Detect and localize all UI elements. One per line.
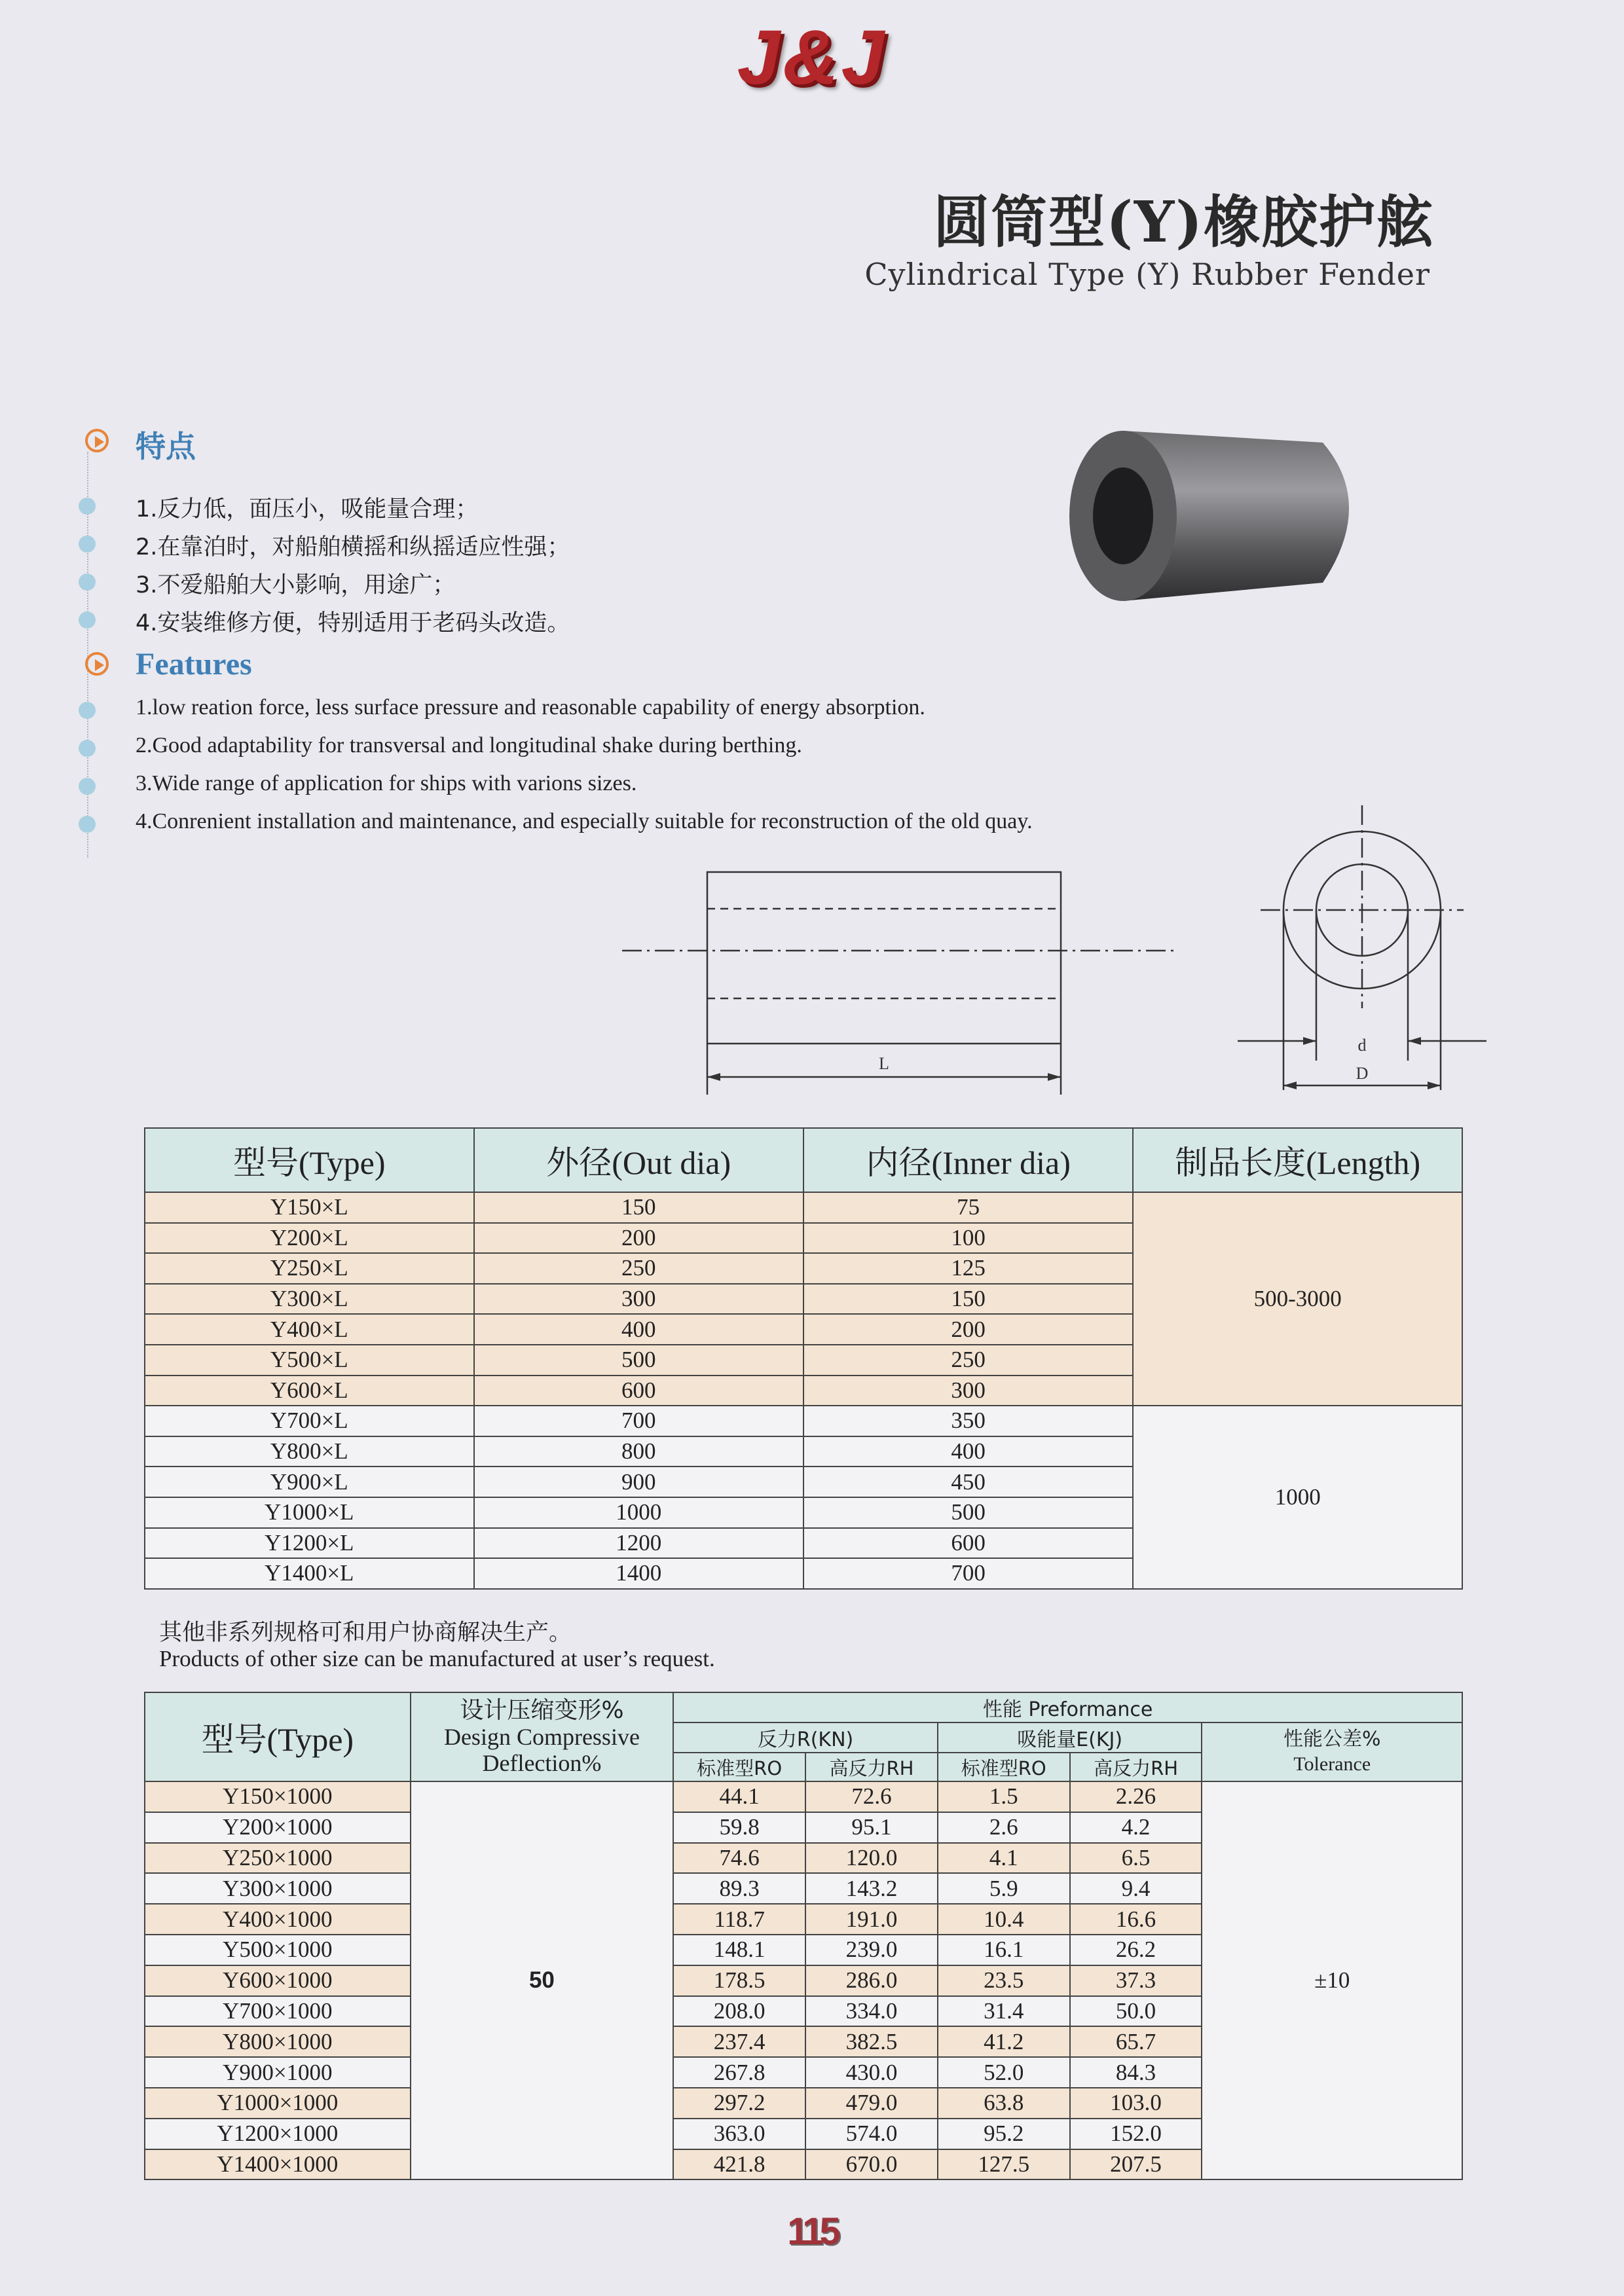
cell-reaction-rh: 72.6 (805, 1781, 938, 1812)
header-length: 制品长度(Length) (1133, 1128, 1462, 1192)
cell-reaction-rh: 95.1 (805, 1812, 938, 1843)
cell-type: Y800×L (145, 1436, 474, 1467)
label-L: L (879, 1054, 889, 1073)
header-reaction-ro: 标准型RO (673, 1753, 805, 1781)
cell-out-dia: 600 (474, 1376, 803, 1406)
cell-energy-rh: 65.7 (1070, 2026, 1202, 2057)
cell-inner-dia: 700 (803, 1558, 1133, 1589)
cell-reaction-rh: 430.0 (805, 2057, 938, 2088)
header-out-dia: 外径(Out dia) (474, 1128, 803, 1192)
cell-reaction-ro: 208.0 (673, 1996, 805, 2027)
cell-type: Y500×1000 (145, 1935, 411, 1965)
cell-out-dia: 1000 (474, 1497, 803, 1528)
cell-type: Y250×1000 (145, 1843, 411, 1874)
cell-out-dia: 150 (474, 1192, 803, 1223)
cell-inner-dia: 400 (803, 1436, 1133, 1467)
cell-energy-ro: 1.5 (938, 1781, 1070, 1812)
cell-type: Y1200×1000 (145, 2119, 411, 2149)
cell-type: Y900×1000 (145, 2057, 411, 2088)
cell-type: Y250×L (145, 1253, 474, 1284)
header-inner-dia: 内径(Inner dia) (803, 1128, 1133, 1192)
cell-reaction-ro: 59.8 (673, 1812, 805, 1843)
cell-reaction-rh: 479.0 (805, 2088, 938, 2119)
feature-en-item: 4.Conrenient installation and maintenance, and especially suitable for reconstruction of the old quay. (136, 809, 1033, 833)
cell-out-dia: 200 (474, 1223, 803, 1254)
cell-type: Y1000×L (145, 1497, 474, 1528)
cell-type: Y200×L (145, 1223, 474, 1254)
table-row (145, 1406, 1462, 1436)
cell-type: Y300×L (145, 1284, 474, 1315)
table-row (145, 1192, 1462, 1223)
feature-en-item: 3.Wide range of application for ships with varions sizes. (136, 771, 637, 795)
page-number: 115 (787, 2210, 837, 2253)
cell-reaction-rh: 334.0 (805, 1996, 938, 2027)
cell-out-dia: 250 (474, 1253, 803, 1284)
feature-en-item: 1.low reation force, less surface pressure and reasonable capability of energy absorption. (136, 695, 925, 720)
arrow-icon (85, 429, 109, 452)
cell-energy-ro: 16.1 (938, 1935, 1070, 1965)
cell-reaction-rh: 670.0 (805, 2149, 938, 2180)
cell-inner-dia: 75 (803, 1192, 1133, 1223)
cell-type: Y600×1000 (145, 1965, 411, 1996)
cell-inner-dia: 125 (803, 1253, 1133, 1284)
header-tolerance-cn: 性能公差% (1283, 1728, 1381, 1751)
cell-energy-ro: 52.0 (938, 2057, 1070, 2088)
header-reaction: 反力R(KN) (673, 1722, 938, 1753)
bullet-icon (79, 778, 96, 795)
cell-energy-rh: 103.0 (1070, 2088, 1202, 2119)
cell-out-dia: 1200 (474, 1528, 803, 1559)
bullet-icon (79, 536, 96, 553)
cell-deflection: 50 (411, 1781, 674, 2179)
cell-energy-ro: 63.8 (938, 2088, 1070, 2119)
feature-cn-item: 3.不爱船舶大小影响，用途广； (136, 572, 456, 598)
cell-energy-rh: 26.2 (1070, 1935, 1202, 1965)
cell-reaction-ro: 237.4 (673, 2026, 805, 2057)
cell-energy-rh: 84.3 (1070, 2057, 1202, 2088)
feature-en-item: 2.Good adaptability for transversal and longitudinal shake during berthing. (136, 733, 802, 757)
header-energy: 吸能量E(KJ) (938, 1722, 1202, 1753)
cell-inner-dia: 250 (803, 1345, 1133, 1376)
cell-type: Y150×L (145, 1192, 474, 1223)
cell-energy-ro: 41.2 (938, 2026, 1070, 2057)
cell-reaction-ro: 363.0 (673, 2119, 805, 2149)
header-deflection-en2: Deflection% (482, 1750, 602, 1776)
cell-energy-rh: 37.3 (1070, 1965, 1202, 1996)
bullet-icon (79, 816, 96, 833)
header-type: 型号(Type) (145, 1692, 411, 1781)
cell-type: Y700×1000 (145, 1996, 411, 2027)
cell-type: Y600×L (145, 1376, 474, 1406)
cell-out-dia: 1400 (474, 1558, 803, 1589)
header-performance: 性能 Preformance (673, 1692, 1462, 1722)
cell-energy-rh: 50.0 (1070, 1996, 1202, 2027)
cell-reaction-ro: 89.3 (673, 1873, 805, 1904)
product-photo (1061, 419, 1375, 615)
table-row (145, 1781, 1462, 1812)
cell-reaction-ro: 74.6 (673, 1843, 805, 1874)
bullet-icon (79, 611, 96, 629)
arrow-icon (85, 652, 109, 676)
cell-out-dia: 300 (474, 1284, 803, 1315)
dimension-drawing (616, 799, 1493, 1113)
cell-reaction-rh: 191.0 (805, 1904, 938, 1935)
feature-cn-item: 4.安装维修方便，特别适用于老码头改造。 (136, 610, 570, 636)
cell-reaction-ro: 178.5 (673, 1965, 805, 1996)
cell-inner-dia: 200 (803, 1314, 1133, 1345)
cell-inner-dia: 350 (803, 1406, 1133, 1436)
header-deflection-cn: 设计压缩变形% (460, 1697, 624, 1724)
cell-reaction-rh: 143.2 (805, 1873, 938, 1904)
cell-energy-ro: 2.6 (938, 1812, 1070, 1843)
bullet-icon (79, 740, 96, 757)
label-D: D (1356, 1064, 1369, 1083)
cell-energy-rh: 4.2 (1070, 1812, 1202, 1843)
cell-length-group: 1000 (1133, 1406, 1462, 1589)
brand-logo: J&J (737, 14, 887, 101)
cell-out-dia: 800 (474, 1436, 803, 1467)
note-cn: 其他非系列规格可和用户协商解决生产。 (159, 1620, 572, 1646)
cell-tolerance: ±10 (1202, 1781, 1462, 2179)
cell-out-dia: 400 (474, 1314, 803, 1345)
cell-reaction-rh: 120.0 (805, 1843, 938, 1874)
header-deflection (411, 1692, 674, 1781)
header-reaction-rh: 高反力RH (805, 1753, 938, 1781)
header-deflection-en1: Design Compressive (443, 1724, 640, 1750)
bullet-icon (79, 702, 96, 719)
header-type: 型号(Type) (145, 1128, 474, 1192)
label-d: d (1357, 1036, 1367, 1055)
cell-reaction-ro: 297.2 (673, 2088, 805, 2119)
cell-inner-dia: 500 (803, 1497, 1133, 1528)
cell-length-group: 500-3000 (1133, 1192, 1462, 1406)
cell-inner-dia: 100 (803, 1223, 1133, 1254)
cell-energy-rh: 152.0 (1070, 2119, 1202, 2149)
feature-cn-item: 1.反力低，面压小，吸能量合理； (136, 496, 479, 522)
cell-type: Y200×1000 (145, 1812, 411, 1843)
page-title-cn: 圆筒型(Y)橡胶护舷 (933, 189, 1434, 255)
cell-type: Y900×L (145, 1467, 474, 1497)
cell-energy-ro: 127.5 (938, 2149, 1070, 2180)
cell-energy-ro: 95.2 (938, 2119, 1070, 2149)
cell-energy-ro: 4.1 (938, 1843, 1070, 1874)
cell-inner-dia: 600 (803, 1528, 1133, 1559)
bullet-icon (79, 574, 96, 591)
cell-reaction-ro: 44.1 (673, 1781, 805, 1812)
header-energy-rh: 高反力RH (1070, 1753, 1202, 1781)
cell-reaction-ro: 421.8 (673, 2149, 805, 2180)
cell-reaction-rh: 382.5 (805, 2026, 938, 2057)
cell-type: Y1400×1000 (145, 2149, 411, 2180)
performance-table (144, 1692, 1463, 2180)
cell-reaction-rh: 574.0 (805, 2119, 938, 2149)
note-en: Products of other size can be manufactured at user’s request. (159, 1646, 715, 1671)
cell-energy-ro: 5.9 (938, 1873, 1070, 1904)
cell-energy-rh: 16.6 (1070, 1904, 1202, 1935)
header-tolerance-en: Tolerance (1293, 1753, 1371, 1775)
cell-out-dia: 700 (474, 1406, 803, 1436)
cell-type: Y700×L (145, 1406, 474, 1436)
cell-type: Y150×1000 (145, 1781, 411, 1812)
cell-type: Y400×L (145, 1314, 474, 1345)
cell-type: Y500×L (145, 1345, 474, 1376)
cell-type: Y1000×1000 (145, 2088, 411, 2119)
features-en-heading: Features (136, 647, 252, 682)
bullet-icon (79, 498, 96, 515)
cell-energy-rh: 207.5 (1070, 2149, 1202, 2180)
cell-energy-ro: 23.5 (938, 1965, 1070, 1996)
cell-out-dia: 900 (474, 1467, 803, 1497)
cell-energy-rh: 9.4 (1070, 1873, 1202, 1904)
feature-cn-item: 2.在靠泊时，对船舶横摇和纵摇适应性强； (136, 534, 570, 560)
page-title-en: Cylindrical Type (Y) Rubber Fender (864, 257, 1430, 292)
cell-energy-ro: 10.4 (938, 1904, 1070, 1935)
cell-reaction-rh: 239.0 (805, 1935, 938, 1965)
cell-type: Y800×1000 (145, 2026, 411, 2057)
cell-type: Y300×1000 (145, 1873, 411, 1904)
features-cn-heading: 特点 (136, 429, 196, 464)
cell-reaction-ro: 148.1 (673, 1935, 805, 1965)
cell-type: Y400×1000 (145, 1904, 411, 1935)
cell-inner-dia: 300 (803, 1376, 1133, 1406)
cell-reaction-rh: 286.0 (805, 1965, 938, 1996)
cell-type: Y1400×L (145, 1558, 474, 1589)
cell-energy-rh: 6.5 (1070, 1843, 1202, 1874)
cell-energy-ro: 31.4 (938, 1996, 1070, 2027)
cell-reaction-ro: 118.7 (673, 1904, 805, 1935)
cell-inner-dia: 450 (803, 1467, 1133, 1497)
header-tolerance (1202, 1722, 1462, 1781)
cell-type: Y1200×L (145, 1528, 474, 1559)
cell-inner-dia: 150 (803, 1284, 1133, 1315)
header-energy-ro: 标准型RO (938, 1753, 1070, 1781)
dimensions-table (144, 1127, 1463, 1590)
cell-reaction-ro: 267.8 (673, 2057, 805, 2088)
cell-energy-rh: 2.26 (1070, 1781, 1202, 1812)
cell-out-dia: 500 (474, 1345, 803, 1376)
